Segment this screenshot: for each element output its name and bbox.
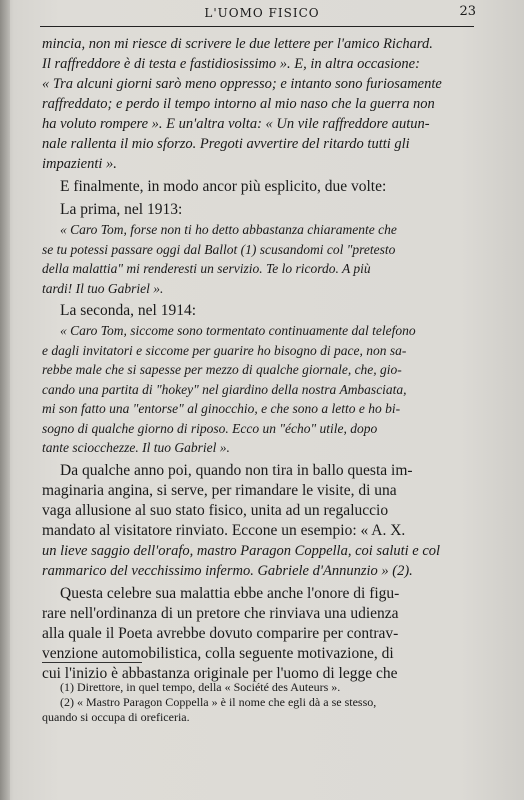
text-line: « Caro Tom, forse non ti ho detto abbastanza chiaramente che bbox=[60, 222, 397, 237]
page-number: 23 bbox=[459, 4, 476, 19]
text-line: raffreddato; e perdo il tempo intorno al mio naso che la guerra non bbox=[42, 96, 435, 112]
text-line: rebbe male che si sapesse per mezzo di qualche giornale, che, gio- bbox=[42, 362, 402, 377]
text-line: rare nell'ordinanza di un pretore che rinviava una udienza bbox=[42, 604, 399, 622]
text-line: E finalmente, in modo ancor più esplicito, due volte: bbox=[60, 178, 387, 195]
text-line: se tu potessi passare oggi dal Ballot (1) scusandomi col "pretesto bbox=[42, 241, 396, 257]
text-line: Il raffreddore è di testa e fastidiosissimo ». E, in altra occasione: bbox=[42, 56, 420, 72]
running-title: L'UOMO FISICO bbox=[204, 6, 320, 20]
text-line: alla quale il Poeta avrebbe dovuto comparire per contrav- bbox=[42, 624, 399, 642]
text-line: nale rallenta il mio sforzo. Pregoti avvertire del ritardo tutti gli bbox=[42, 136, 410, 152]
text-line: cui l'inizio è abbastanza originale per l'uomo di legge che bbox=[42, 664, 398, 682]
header-rule bbox=[40, 26, 474, 27]
text-line: venzione automobilistica, colla seguente motivazione, di bbox=[42, 644, 394, 662]
footnotes bbox=[42, 680, 472, 725]
text-line: sogno di qualche giorno di riposo. Ecco un "écho" utile, dopo bbox=[42, 420, 378, 436]
footnote-rule bbox=[42, 662, 142, 663]
text-line: Da qualche anno poi, quando non tira in ballo questa im- bbox=[60, 461, 413, 479]
page-gutter-shadow bbox=[0, 0, 10, 800]
page-header bbox=[40, 2, 484, 24]
footnote-line: (1) Direttore, in quel tempo, della « Société des Auteurs ». bbox=[60, 680, 341, 694]
text-line: « Tra alcuni giorni sarò meno oppresso; e intanto sono furiosamente bbox=[42, 76, 442, 92]
text-line: un lieve saggio dell'orafo, mastro Paragon Coppella, coi saluti e col bbox=[42, 542, 441, 559]
text-line: e dagli invitatori e siccome per guarire ho bisogno di pace, non sa- bbox=[42, 342, 407, 358]
text-line: La prima, nel 1913: bbox=[60, 201, 183, 218]
footnote-line: quando si occupa di oreficeria. bbox=[42, 710, 190, 724]
text-line: Questa celebre sua malattia ebbe anche l'onore di figu- bbox=[60, 584, 400, 602]
text-line: mandato al visitatore rinviato. Eccone un esempio: « A. X. bbox=[42, 521, 406, 539]
text-line: impazienti ». bbox=[42, 156, 117, 172]
text-line: maginaria angina, si serve, per rimandare le visite, di una bbox=[42, 481, 397, 499]
text-line: della malattia" mi renderesti un servizio. Te lo ricordo. A più bbox=[42, 261, 371, 276]
text-line: « Caro Tom, siccome sono tormentato continuamente dal telefono bbox=[60, 323, 416, 338]
body-text bbox=[42, 34, 472, 684]
text-line: mi son fatto una "entorse" al ginocchio, e che sono a letto e ho bi- bbox=[42, 401, 401, 416]
footnote-line: (2) « Mastro Paragon Coppella » è il nome che egli dà a se stesso, bbox=[60, 695, 377, 709]
text-line: tardi! Il tuo Gabriel ». bbox=[42, 280, 164, 296]
text-line: ha voluto rompere ». E un'altra volta: « Un vile raffreddore autun- bbox=[42, 116, 430, 132]
text-line: vaga allusione al suo stato fisico, unita ad un regaluccio bbox=[42, 501, 389, 519]
text-line: tante sciocchezze. Il tuo Gabriel ». bbox=[42, 440, 230, 455]
text-line: cando una partita di "hokey" nel giardino della nostra Ambasciata, bbox=[42, 381, 407, 397]
text-line: rammarico del vecchissimo infermo. Gabriele d'Annunzio » (2). bbox=[42, 562, 413, 579]
text-line: La seconda, nel 1914: bbox=[60, 302, 197, 319]
text-line: mincia, non mi riesce di scrivere le due lettere per l'amico Richard. bbox=[42, 36, 433, 52]
